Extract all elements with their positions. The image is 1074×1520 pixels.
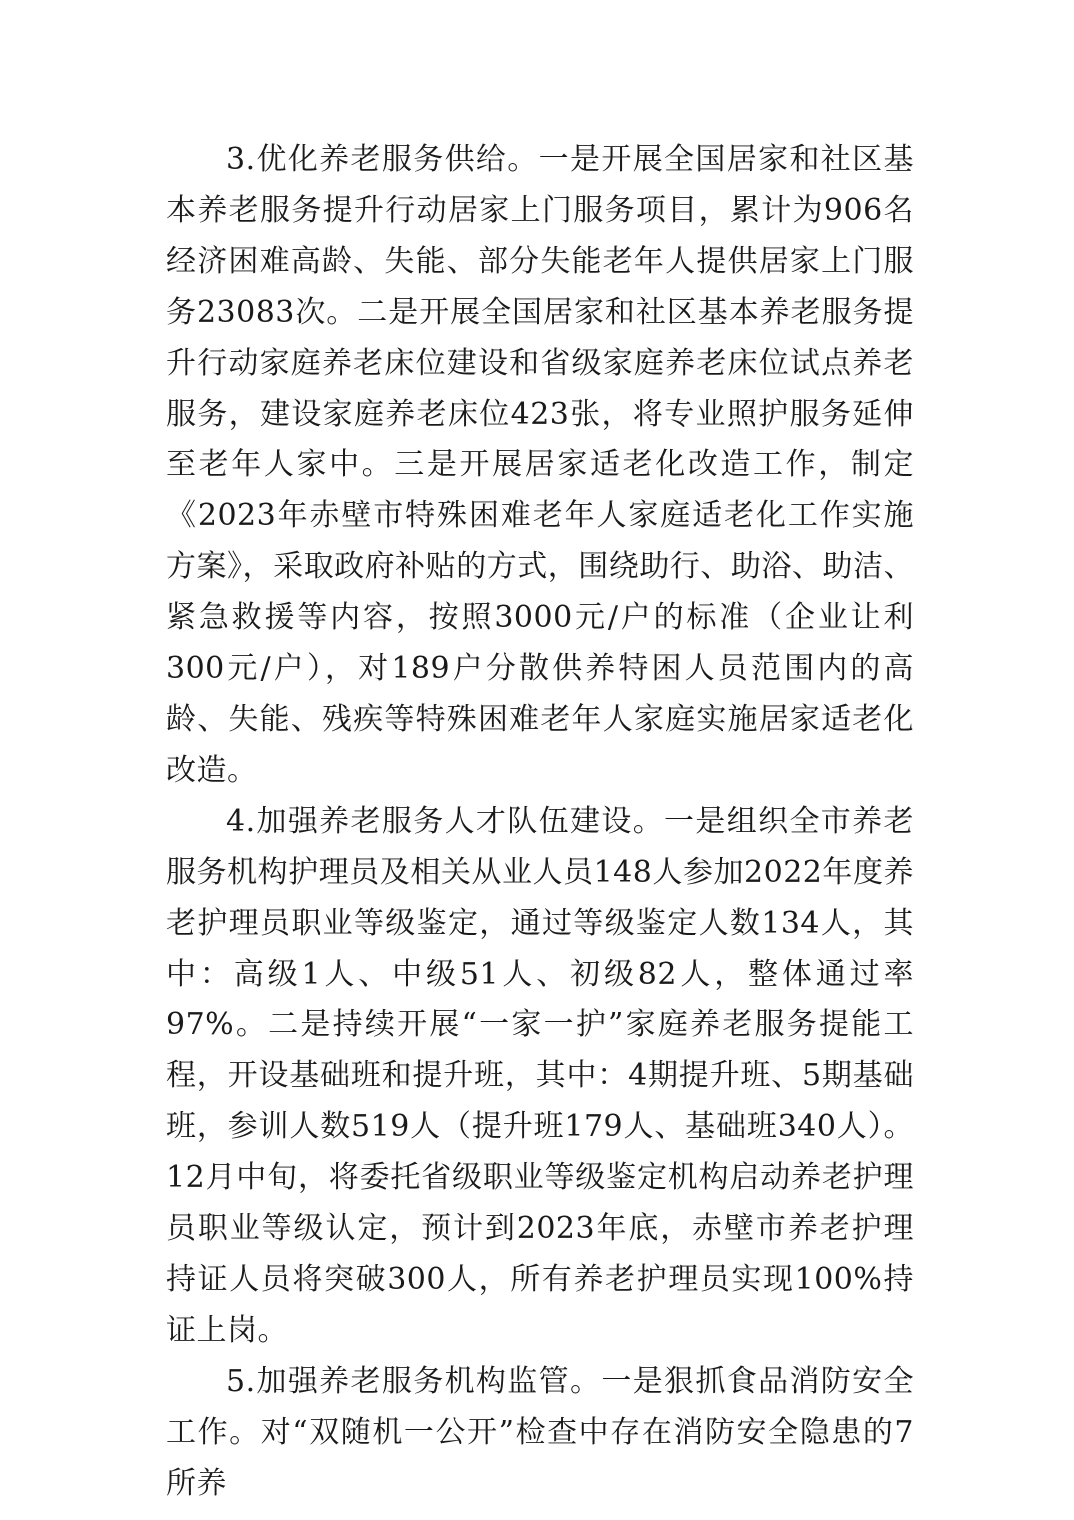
paragraph-elderly-service-supply: 3.优化养老服务供给。一是开展全国居家和社区基本养老服务提升行动居家上门服务项目，累计为906名经济困难高龄、失能、部分失能老年人提供居家上门服务23083次。二是开展全国居家和社区基本养老服务提升行动家庭养老床位建设和省级家庭养老床位试点养老服务，建设家庭养老床位423张，将专业照护服务延伸至老年人家中。三是开展居家适老化改造工作，制定《2023年赤壁市特殊困难老年人家庭适老化工作实施方案》，采取政府补贴的方式，围绕助行、助浴、助洁、紧急救援等内容，按照3000元/户的标准（企业让利300元/户），对189户分散供养特困人员范围内的高龄、失能、残疾等特殊困难老年人家庭实施居家适老化改造。	[166, 142, 914, 788]
document-page	[166, 135, 914, 1509]
paragraph-institution-supervision: 5.加强养老服务机构监管。一是狠抓食品消防安全工作。对“双随机一公开”检查中存在消防安全隐患的7所养	[166, 1363, 914, 1501]
paragraph-talent-team-building: 4.加强养老服务人才队伍建设。一是组织全市养老服务机构护理员及相关从业人员148人参加2022年度养老护理员职业等级鉴定，通过等级鉴定人数134人，其中：高级1人、中级51人、初级82人，整体通过率97%。二是持续开展“一家一护”家庭养老服务提能工程，开设基础班和提升班，其中：4期提升班、5期基础班，参训人数519人（提升班179人、基础班340人）。12月中旬，将委托省级职业等级鉴定机构启动养老护理员职业等级认定，预计到2023年底，赤壁市养老护理持证人员将突破300人，所有养老护理员实现100%持证上岗。	[166, 803, 914, 1348]
